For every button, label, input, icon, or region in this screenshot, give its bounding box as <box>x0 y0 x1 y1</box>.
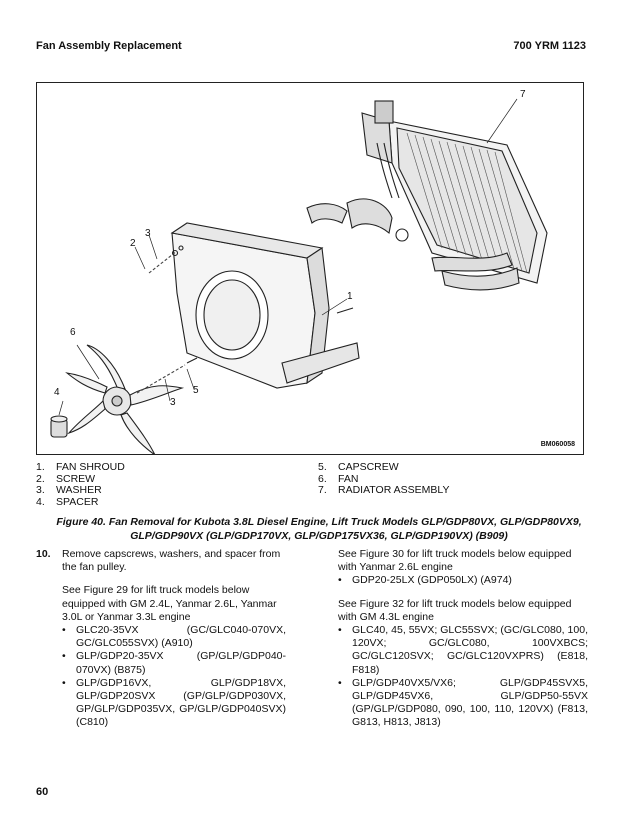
radiator-assembly-drawing <box>307 101 547 290</box>
callout-7: 7 <box>520 89 526 100</box>
fan-shroud-drawing <box>172 223 359 388</box>
callout-3-lower: 3 <box>170 397 176 408</box>
callout-3-upper: 3 <box>145 228 151 239</box>
legend-item: 5. CAPSCREW <box>318 461 399 473</box>
reference-figure-29: See Figure 29 for lift truck models below equipped with GM 2.4L, Yanmar 2.6L, Yanmar 3.0L or Yanmar 3.3L engine <box>62 584 277 623</box>
legend-item: 6. FAN <box>318 472 359 485</box>
page-number: 60 <box>36 786 49 798</box>
figure-illustration <box>36 82 584 455</box>
list-item: • GLP/GDP16VX, GLP/GDP18VX, GLP/GDP20SVX (GP/GLP/GDP030VX, GP/GLP/GDP035VX, GP/GLP/GDP040SVX) (C810) <box>62 676 286 729</box>
list-item: • GLP/GDP20-35VX (GP/GLP/GDP040-070VX) (B875) <box>62 650 286 676</box>
fan-assembly-drawing <box>37 83 583 454</box>
section-title: Fan Assembly Replacement <box>36 40 182 52</box>
list-item: • GLP/GDP40VX5/VX6; GLP/GDP45SVX5, GLP/GDP45VX6, GLP/GDP50-55VX (GP/GLP/GDP080, 090, 100, 110, 120VX) (F813, G813, H813, J813) <box>338 676 588 729</box>
callout-4: 4 <box>54 387 60 398</box>
callout-5: 5 <box>193 385 199 396</box>
instruction-column-right <box>338 548 588 730</box>
list-item: • GLC20-35VX (GC/GLC040-070VX, GC/GLC055SVX) (A910) <box>62 624 286 650</box>
callout-2: 2 <box>130 238 136 249</box>
legend-item: 7. RADIATOR ASSEMBLY <box>318 484 450 496</box>
model-list-2 <box>338 574 588 587</box>
reference-figure-32: See Figure 32 for lift truck models below equipped with GM 4.3L engine <box>338 597 572 623</box>
figure-code: BM060058 <box>540 441 575 448</box>
callout-6: 6 <box>70 327 76 338</box>
legend-item: 4. SPACER <box>36 495 99 508</box>
fan-drawing <box>67 345 182 454</box>
list-item: • GDP20-25LX (GDP050LX) (A974) <box>338 574 512 587</box>
document-id: 700 YRM 1123 <box>513 40 586 52</box>
figure-caption: Figure 40. Fan Removal for Kubota 3.8L Diesel Engine, Lift Truck Models GLP/GDP80VX, GLP/GDP80VX9, GLP/GDP90VX (GLP/GDP170VX, GLP/GDP175VX36, GLP/GDP190VX) (B909) <box>56 516 582 542</box>
instruction-column-left <box>36 548 286 730</box>
legend-left <box>36 462 125 508</box>
legend-item: 3. WASHER <box>36 484 102 496</box>
model-list-1 <box>62 624 286 730</box>
model-list-3 <box>338 624 588 730</box>
legend-right <box>318 462 449 497</box>
reference-figure-30: See Figure 30 for lift truck models below equipped with Yanmar 2.6L engine <box>338 548 572 574</box>
step-10: 10. Remove capscrews, washers, and spacer from the fan pulley. <box>36 548 281 574</box>
callout-1: 1 <box>347 291 353 302</box>
legend-item: 1. FAN SHROUD <box>36 461 125 473</box>
legend-item: 2. SCREW <box>36 472 96 485</box>
spacer-drawing <box>51 416 67 437</box>
list-item: • GLC40, 45, 55VX; GLC55SVX; (GC/GLC080, 100, 120VX; GC/GLC080, 100VXBCS; GC/GLC120SVX; GC/GLC120VXPRS) (E818, F818) <box>338 624 588 676</box>
